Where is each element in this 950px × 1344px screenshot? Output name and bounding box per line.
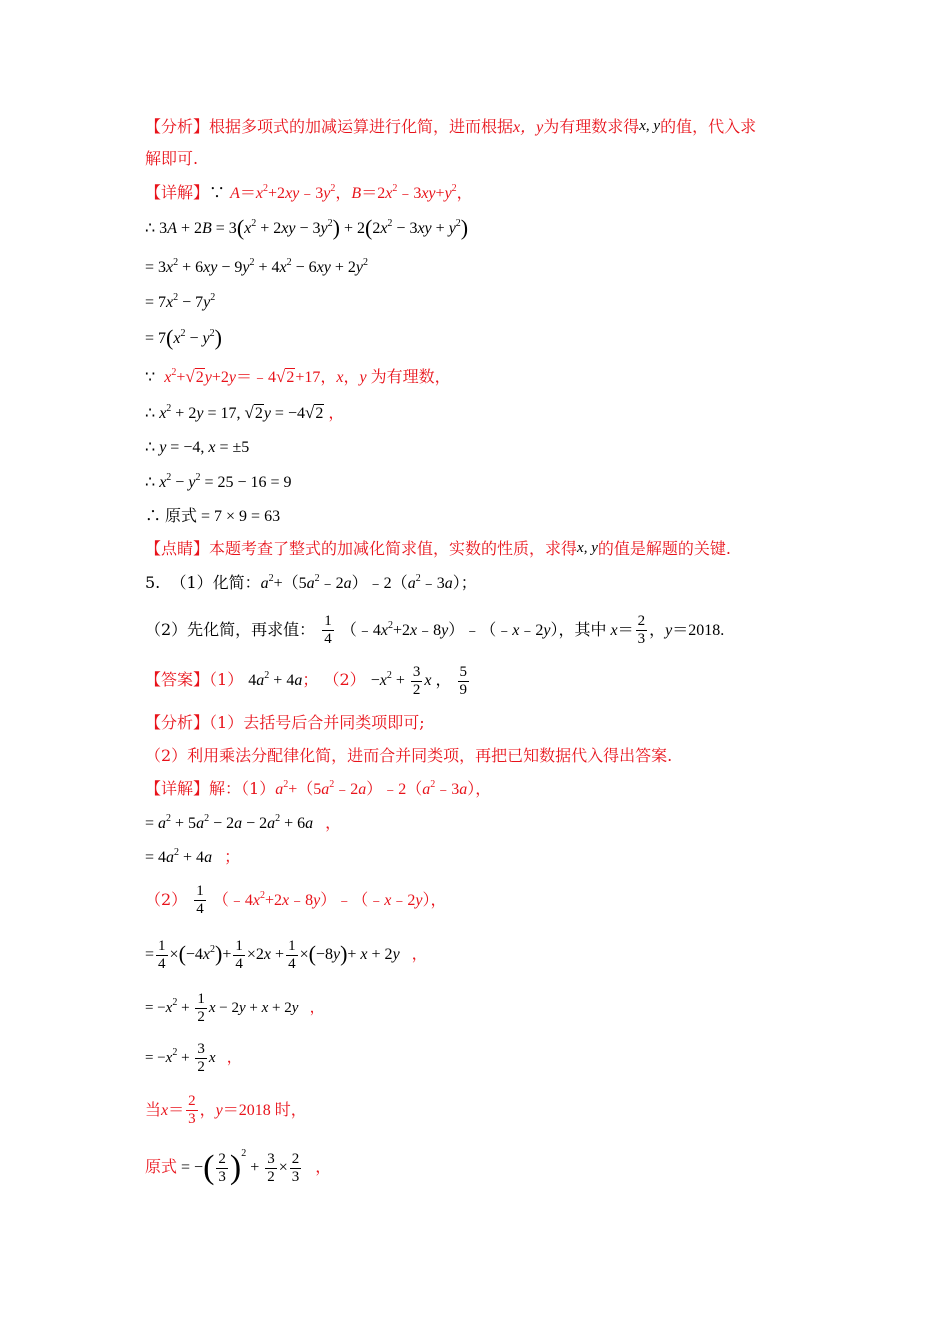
step-diff: ∴ $x^2 - y^2 = 25 - 16 = 9$ [145,472,292,491]
detail2-step5: = $-x^2$ + $\frac{3}{2}$ x ， [145,1041,242,1076]
detail2-tag: 【详解】 [145,779,210,798]
comment1-line: 【点睛】本题考查了整式的加减化简求值，实数的性质，求得x, y的值是解题的关键. [145,539,731,558]
step-solve: ∴ y = −4, x = ±5 [145,439,250,456]
fraction-two-thirds: $\frac{2}{3}$ [637,613,646,647]
step-expand: = $3x^2 + 6xy - 9y^2 + 4x^2 - 6xy + 2y^2$ [145,257,369,276]
detail2-intro: 【详解】解：$(1)a^2+(5a^2﹣2a)﹣2(a^2﹣3a)$， [145,779,492,798]
step-3a-2b: ∴ $3A + 2B = 3(x^2 + 2xy - 3y^2) + 2(2x^2 - 3xy + y^2)$ [145,215,469,240]
detail1-tag: 【详解】 [145,183,210,202]
detail2-step1: = $a^2 + 5a^2 - 2a - 2a^2 + 6a$ ， [145,813,342,832]
analysis2-tag: 【分析】 [145,713,210,732]
detail1-given: 【详解】∵ $A=x^2+2xy﹣3y^2$，$B=2x^2﹣3xy+y^2$， [145,183,473,202]
step-combine: = $7x^2 - 7y^2$ [145,292,216,311]
q5-part2: （2）先化简，再求值： $\frac{1}{4}$ $(﹣4x^2+2x﹣8y)﹣(﹣x﹣2y)$，其中 x＝ $\frac{2}{3}$ ，y＝2018. [145,613,725,647]
step-result: ∴ 原式 = 7 × 9 = 63 [145,508,281,525]
detail2-step4: = $-x^2$ + $\frac{1}{2}$ x − 2y + x + 2y ， [145,991,325,1026]
step-factor: = $7(x^2 - y^2)$ [145,325,222,350]
q5-part1: 5. （1）化简：$a^2+(5a^2﹣2a)﹣2(a^2﹣3a)$； [145,573,477,592]
analysis1-line1: 【分析】根据多项式的加减运算进行化简，进而根据x，y为有理数求得x, y的值，代入求 [145,117,757,136]
answer-line: 【答案】（1） $4a^2 + 4a$； $(2) -x^2$ + $\frac{3}{2}$ x ， $\frac{5}{9}$ [145,663,468,698]
detail2-substitute: 原式 = −( $\frac{2}{3}$ )$^2$ + $\frac{3}{2}$ × $\frac{2}{3}$ ， [145,1148,332,1186]
detail2-step3: = $\frac{1}{4}$ $\times(-4x^2)+$ $\frac{1}{4}$ ×2x + $\frac{1}{4}$ ×(−8y)+ x + 2y ， [145,937,428,972]
step-equations: ∴ $x^2 + 2y = 17$, √2y = −4√2 ， [145,403,345,422]
detail2-when: 当x＝ $\frac{2}{3}$ ，y＝2018 时， [145,1093,307,1127]
detail2-step2: = $4a^2 + 4a$ ； [145,847,241,866]
analysis2-line2: （2）利用乘法分配律化简，进而合并同类项，再把已知数据代入得出答案. [145,746,673,765]
analysis1-tag: 【分析】 [145,117,210,136]
step-condition: ∵ $x^2+√2y+2y=﹣4√2+17$，x，y 为有理数， [145,367,451,386]
comment1-tag: 【点睛】 [145,539,210,558]
fraction-quarter: $\frac{1}{4}$ [324,613,332,647]
analysis1-line2: 解即可. [145,149,199,168]
answer-tag: 【答案】 [145,670,210,689]
analysis2-line1: 【分析】（1）去括号后合并同类项即可; [145,713,425,732]
detail2-part2: （2） $\frac{1}{4}$ $(﹣4x^2+2x﹣8y)﹣(﹣x﹣2y)$， [145,883,447,917]
